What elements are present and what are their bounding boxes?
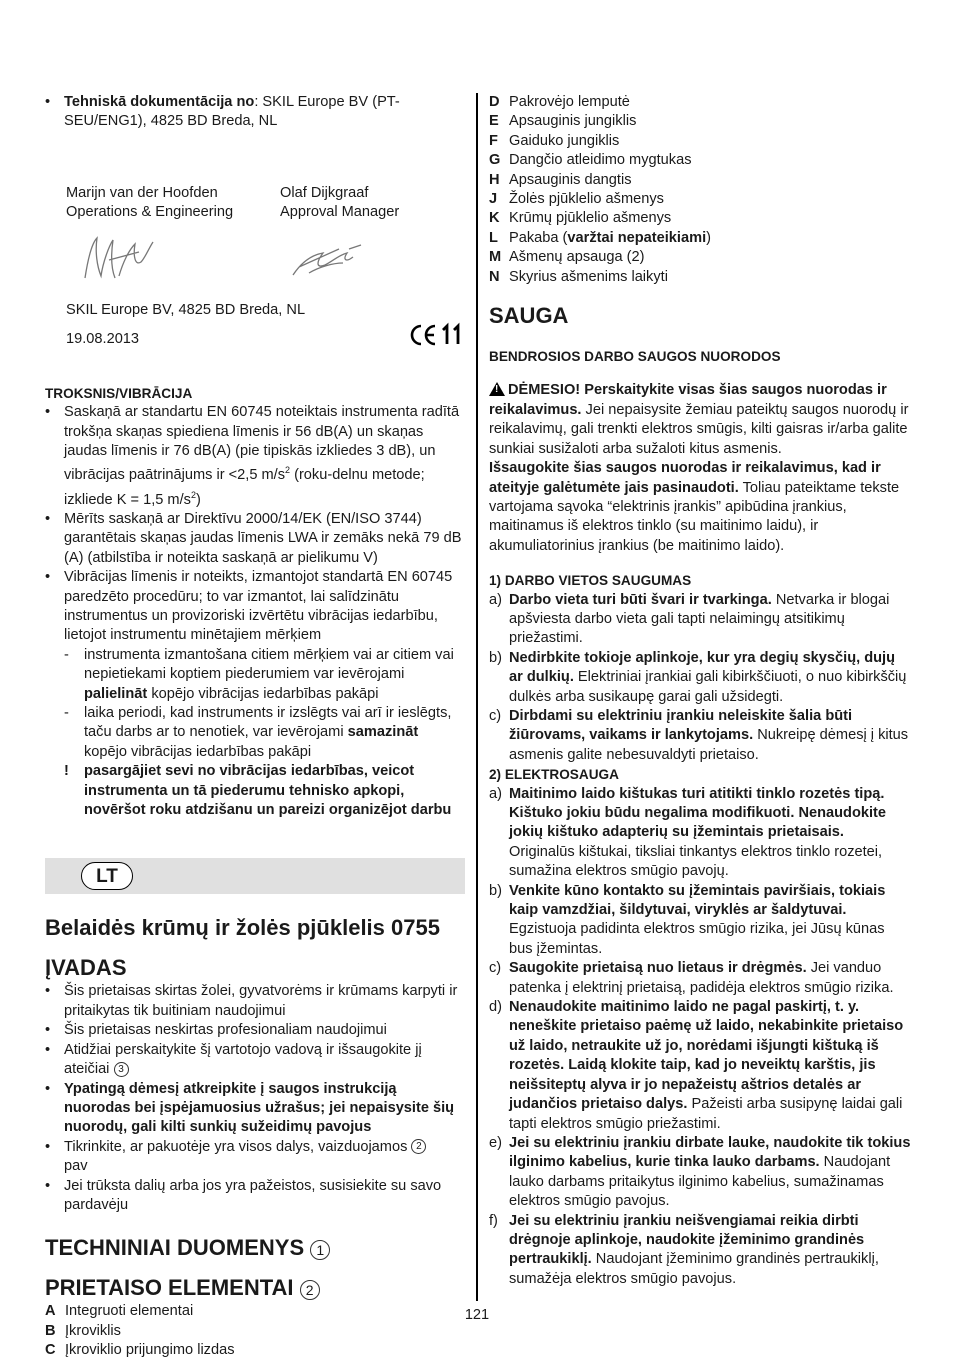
figure-ref-2: 2 [411, 1139, 426, 1154]
intro-bullet-1: • Šis prietaisas skirtas žolei, gyvatvorėms ir krūmams karpyti ir pritaikytas tik buitiniam naudojimui [45, 982, 465, 1021]
element-item-M: M Ašmenų apsauga (2) [489, 249, 645, 266]
intro-heading: ĮVADAS [45, 955, 127, 981]
element-item-B: B Įkroviklis [45, 1322, 121, 1339]
signature-block [45, 132, 465, 384]
element-item-K: K Krūmų pjūklelio ašmenys [489, 210, 672, 227]
noise-bullet-3: • Vibrācijas līmenis ir noteikts, izmantojot standartā EN 60745 paredzēto procedūru; to var izmantot, lai salīdzinātu instrumentus un provizoriski izvērtētu vibrācijas iedarbību, lietojot instrumentu minētajiem mērķiem [45, 568, 465, 646]
language-section [45, 820, 465, 914]
safety-heading: SAUGA [489, 303, 569, 329]
intro-bullet-4: • Ypatingą dėmesį atkreipkite į saugos instrukciją nuorodas bei įspėjamuosius užrašus; jei nepaisysite šių nuorodų, gali kilti sunkių sužeidimų pavojus [45, 1080, 465, 1138]
element-item-L: L Pakaba (varžtai nepateikiami) [489, 229, 712, 246]
figure-ref-1: 1 [310, 1240, 330, 1260]
intro-bullet-6: • Jei trūksta dalių arba jos yra pažeistos, susisiekite su savo pardavėju [45, 1177, 465, 1216]
noise-bullet-1: • Saskaņā ar standartu EN 60745 noteiktais instrumenta radītā trokšņa skaņas spiediena līmenis ir 56 dB(A) un skaņas jaudas līmenis ir 76 dB(A) (pie tipiskās izkliedes 3 dB), un vibrācijas paātrinājums ir <2,5 $m/s^2$ (roku-delnu metode; izkliede K = 1,5 $m/s^2$) [45, 403, 465, 510]
elements-heading: PRIETAISO ELEMENTAI 2 [45, 1274, 465, 1302]
work-area-heading: 1) DARBO VIETOS SAUGUMAS [489, 573, 692, 589]
noise-sub-1: - instrumenta izmantošana citiem mērķiem vai ar citiem vai nepietiekami koptiem piederumiem var ievērojami palielināt kopējo vibrācijas iedarbības pakāpi [64, 646, 454, 702]
noise-heading: TROKSNIS/VIBRĀCIJA [45, 385, 193, 401]
element-item-J: J Žolės pjūklelio ašmenys [489, 191, 664, 208]
product-title: Belaidės krūmų ir žolės pjūklelis 0755 [45, 915, 440, 941]
element-item-A: A Integruoti elementai [45, 1303, 194, 1320]
warning-icon [489, 382, 505, 396]
signer-2-name: Olaf Dijkgraaf [280, 184, 369, 201]
tech-doc-line: • Tehniskā dokumentācija no: SKIL Europe BV (PT-SEU/ENG1), 4825 BD Breda, NL [45, 93, 465, 132]
electrical-item-d: d) Nenaudokite maitinimo laido ne pagal paskirtį, t. y. neneškite prietaiso paėmę už laido, nekabinkite prietaiso už laido, netraukite už jo, norėdami išjungti kištuką iš rozetės. Laidą klokite taip, kad jo neveiktų karštis, jis neišsiteptų alyva ir jo nepažeistų aštrios detalės ar judančios prietaiso dalys. Pažeisti arba susipynę laidai gali tapti elektros smūgio priežastimi. [489, 999, 904, 1132]
left-column [45, 93, 465, 1361]
right-column [489, 93, 911, 1289]
signature-1-image [79, 232, 159, 287]
signer-2-role: Approval Manager [280, 203, 400, 220]
figure-ref-3: 3 [114, 1062, 129, 1077]
element-item-D: D Pakrovėjo lemputė [489, 94, 630, 110]
language-bar [45, 858, 465, 894]
intro-bullet-2: • Šis prietaisas neskirtas profesionaliam naudojimui [45, 1021, 465, 1040]
signer-1-role: Operations & Engineering [66, 203, 234, 220]
electrical-item-c: c) Saugokite prietaisą nuo lietaus ir drėgmės. Jei vanduo patenka į elektrinį prietaisą, padidėja elektros smūgio rizika. [489, 960, 894, 996]
element-item-H: H Apsauginis dangtis [489, 171, 632, 188]
element-item-E: E Apsauginis jungiklis [489, 113, 637, 130]
ce-mark-logo [407, 321, 465, 349]
signer-1-name: Marijn van der Hoofden [66, 184, 218, 201]
keep-instructions-paragraph: Išsaugokite šias saugos nuorodas ir reikalavimus, kad ir ateityje galėtumėte jais pasinaudoti. Toliau pateiktame tekste vartojama sąvoka “elektrinis įrankis” apibūdina įrankius, maitinamus iš elektros tinklo (su maitinimo laidu), ir akumuliatorinius įrankius (be maitinimo laido). [489, 460, 900, 554]
work-area-item-c: c) Dirbdami su elektriniu įrankiu neleiskite šalia būti žiūrovams, vaikams ir lankytojams. Nukreipę dėmesį į kitus asmenis galite nebesuvaldyti prietaiso. [489, 707, 909, 763]
noise-sub-2: - laika periodi, kad instruments ir izslēgts vai arī ir ieslēgts, taču darbs ar to nenotiek, var ievērojami samazināt kopējo vibrācijas iedarbības pakāpi [64, 705, 452, 760]
element-item-C: C Įkroviklio prijungimo lizdas [45, 1342, 235, 1359]
work-area-item-b: b) Nedirbkite tokioje aplinkoje, kur yra degių skysčių, dujų ar dulkių. Elektriniai įrankiai gali kibirkščiuoti, o nuo kibirkščių dulkės arba susikaupę garai gali užsidegti. [489, 649, 907, 705]
element-item-N: N Skyrius ašmenims laikyti [489, 268, 668, 285]
company-address: SKIL Europe BV, 4825 BD Breda, NL [66, 301, 306, 318]
figure-ref-2b: 2 [300, 1280, 320, 1300]
language-badge: LT [81, 862, 133, 890]
tech-data-heading: TECHNINIAI DUOMENYS 1 [45, 1234, 465, 1262]
noise-sub-warning: ! pasargājiet sevi no vibrācijas iedarbības, veicot instrumenta un tā piederumu tehnisko apkopi, novēršot roku atdzišanu un pareizi organizējot darbu [64, 763, 452, 819]
page-number: 121 [464, 1307, 490, 1323]
electrical-item-f: f) Jei su elektriniu įrankiu neišvengiamai reikia dirbti drėgnoje aplinkoje, naudokite įžeminimo grandinės pertraukiklį. Naudojant įžeminimo grandinės pertraukiklį, sumažėja elektros smūgio pavojus. [489, 1212, 879, 1287]
warning-paragraph: !DĖMESIO! Perskaitykite visas šias saugos nuorodas ir reikalavimus. Jei nepaisysite žemiau pateiktų saugos nuorodų ir reikalavimų, gali trenkti elektros smūgis, kilti gaisras ir/arba galite sunkiai susižaloti arba sužaloti kitus asmenis. [489, 381, 911, 459]
electrical-item-b: b) Venkite kūno kontakto su įžemintais paviršiais, tokiais kaip vamzdžiai, šildytuvai, viryklės ar šaldytuvai. Egzistuoja padidinta elektros smūgio rizika, jei Jūsų kūnas bus įžemintas. [489, 882, 886, 957]
work-area-item-a: a) Darbo vieta turi būti švari ir tvarkinga. Netvarka ir blogai apšviesta darbo vieta gali tapti nelaimingų atsitikimų priežastimi. [489, 591, 890, 647]
electrical-item-a: a) Maitinimo laido kištukas turi atitikti tinklo rozetės tipą. Kištuko jokiu būdu negalima modifikuoti. Nenaudokite jokių kištuko adapterių su įžemintais prietaisais. Originalūs kištukai, tiksliai tinkantys elektros tinklo rozetei, sumažina elektros smūgio pavojų. [489, 785, 887, 880]
general-safety-heading: BENDROSIOS DARBO SAUGOS NUORODOS [489, 349, 781, 365]
electrical-safety-heading: 2) ELEKTROSAUGA [489, 767, 619, 783]
signature-2-image [289, 237, 369, 282]
declaration-date: 19.08.2013 [66, 330, 140, 347]
element-item-F: F Gaiduko jungiklis [489, 132, 620, 149]
noise-bullet-2: • Mērīts saskaņā ar Direktīvu 2000/14/EK (EN/ISO 3744) garantētais skaņas jaudas līmenis LWA ir zemāks nekā 79 dB (A) (atbilstība ir noteikta saskaņā ar pielikumu V) [45, 510, 465, 568]
intro-bullet-3: • Atidžiai perskaitykite šį vartotojo vadovą ir išsaugokite jį ateičiai 3 [45, 1041, 465, 1080]
intro-bullet-5: • Tikrinkite, ar pakuotėje yra visos dalys, vaizduojamos 2 pav [45, 1138, 465, 1177]
element-item-G: G Dangčio atleidimo mygtukas [489, 152, 692, 169]
electrical-item-e: e) Jei su elektriniu įrankiu dirbate lauke, naudokite tik tokius ilginimo kabelius, kurie tinka lauko darbams. Naudojant lauko darbams pritaikytus ilginimo kabelius, sumažinamas elektros smūgio pavojus. [489, 1134, 911, 1210]
column-divider [476, 93, 478, 1301]
